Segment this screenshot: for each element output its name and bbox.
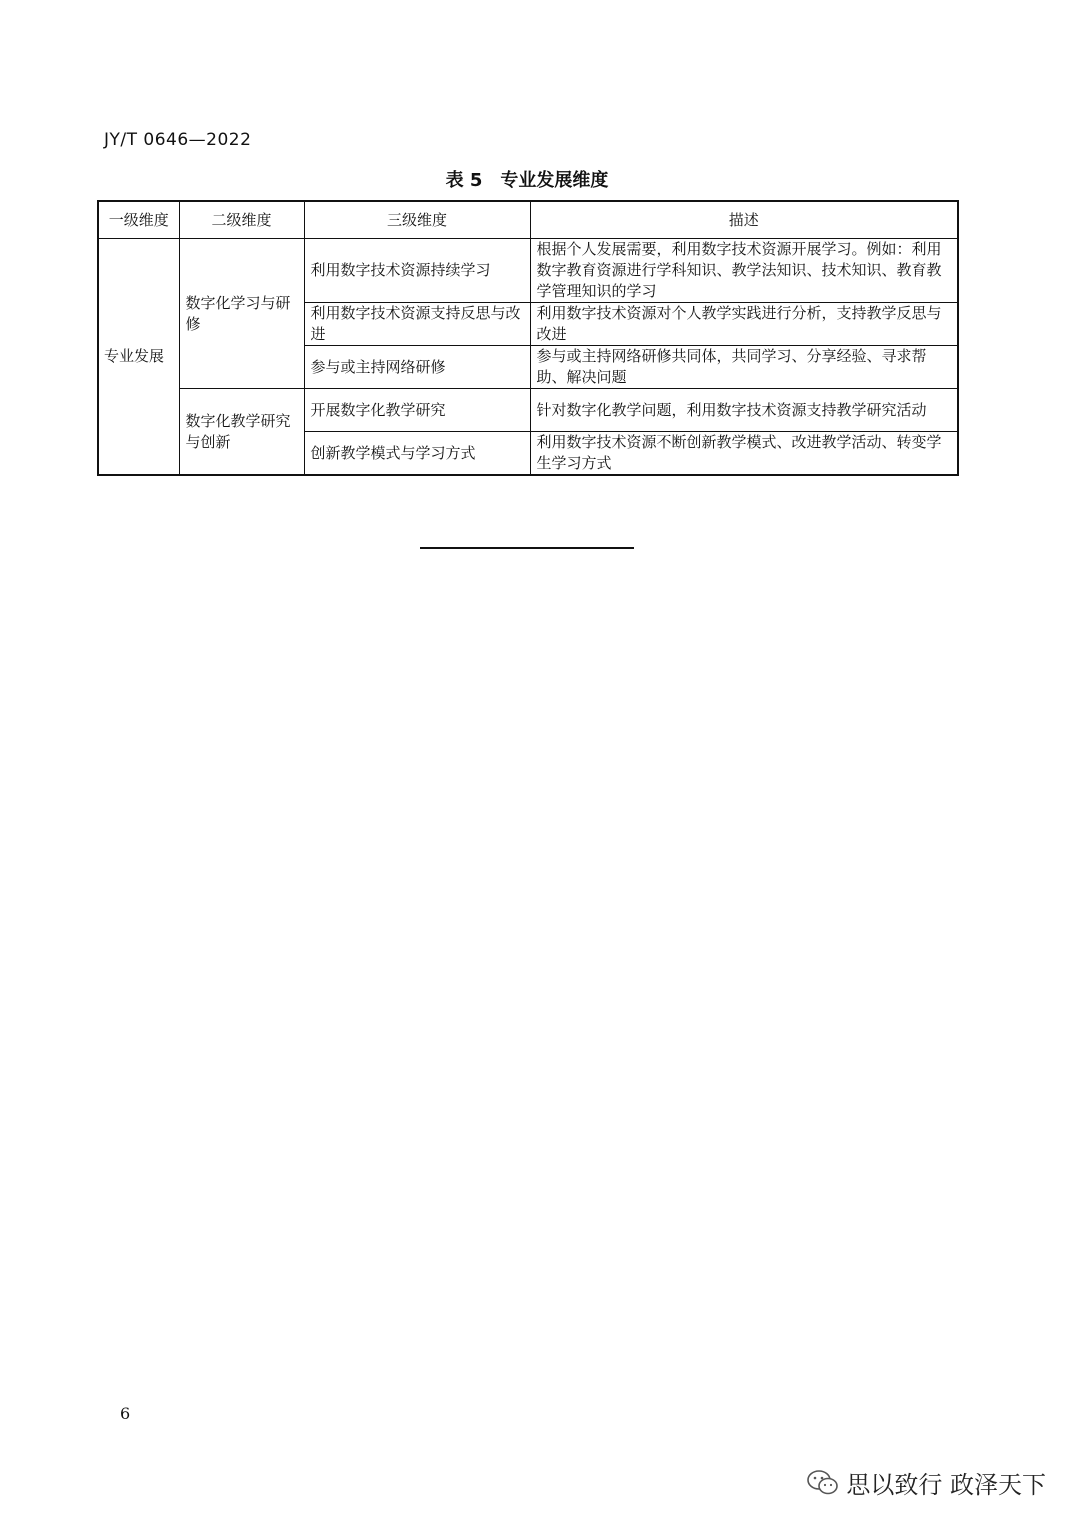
- page-number: 6: [120, 1404, 131, 1423]
- level3-cell: 利用数字技术资源持续学习: [304, 239, 530, 303]
- level1-cell: 专业发展: [98, 239, 179, 476]
- description-cell: 根据个人发展需要，利用数字技术资源开展学习。例如：利用数字教育资源进行学科知识、教学法知识、技术知识、教育教学管理知识的学习: [530, 239, 958, 303]
- level3-cell: 创新教学模式与学习方式: [304, 432, 530, 476]
- document-id: JY/T 0646—2022: [104, 130, 252, 150]
- table-row: [98, 239, 958, 303]
- watermark: [806, 1465, 1046, 1500]
- description-cell: 参与或主持网络研修共同体，共同学习、分享经验、寻求帮助、解决问题: [530, 346, 958, 389]
- level3-cell: 参与或主持网络研修: [304, 346, 530, 389]
- end-rule: [420, 547, 634, 549]
- column-header: 三级维度: [304, 201, 530, 239]
- table-row: [98, 389, 958, 432]
- level2-cell: 数字化学习与研修: [179, 239, 304, 389]
- description-cell: 针对数字化教学问题，利用数字技术资源支持教学研究活动: [530, 389, 958, 432]
- level3-cell: 开展数字化教学研究: [304, 389, 530, 432]
- description-cell: 利用数字技术资源对个人教学实践进行分析，支持教学反思与改进: [530, 303, 958, 346]
- table-title: 表 5 专业发展维度: [445, 170, 609, 191]
- table-header-row: [98, 201, 958, 239]
- column-header: 一级维度: [98, 201, 179, 239]
- column-header: 描述: [530, 201, 958, 239]
- description-cell: 利用数字技术资源不断创新教学模式、改进教学活动、转变学生学习方式: [530, 432, 958, 476]
- watermark-text: 思以致行 政泽天下: [846, 1471, 1046, 1499]
- column-header: 二级维度: [179, 201, 304, 239]
- wechat-icon: [806, 1469, 840, 1497]
- level3-cell: 利用数字技术资源支持反思与改进: [304, 303, 530, 346]
- level2-cell: 数字化教学研究与创新: [179, 389, 304, 476]
- dimension-table: [97, 200, 959, 476]
